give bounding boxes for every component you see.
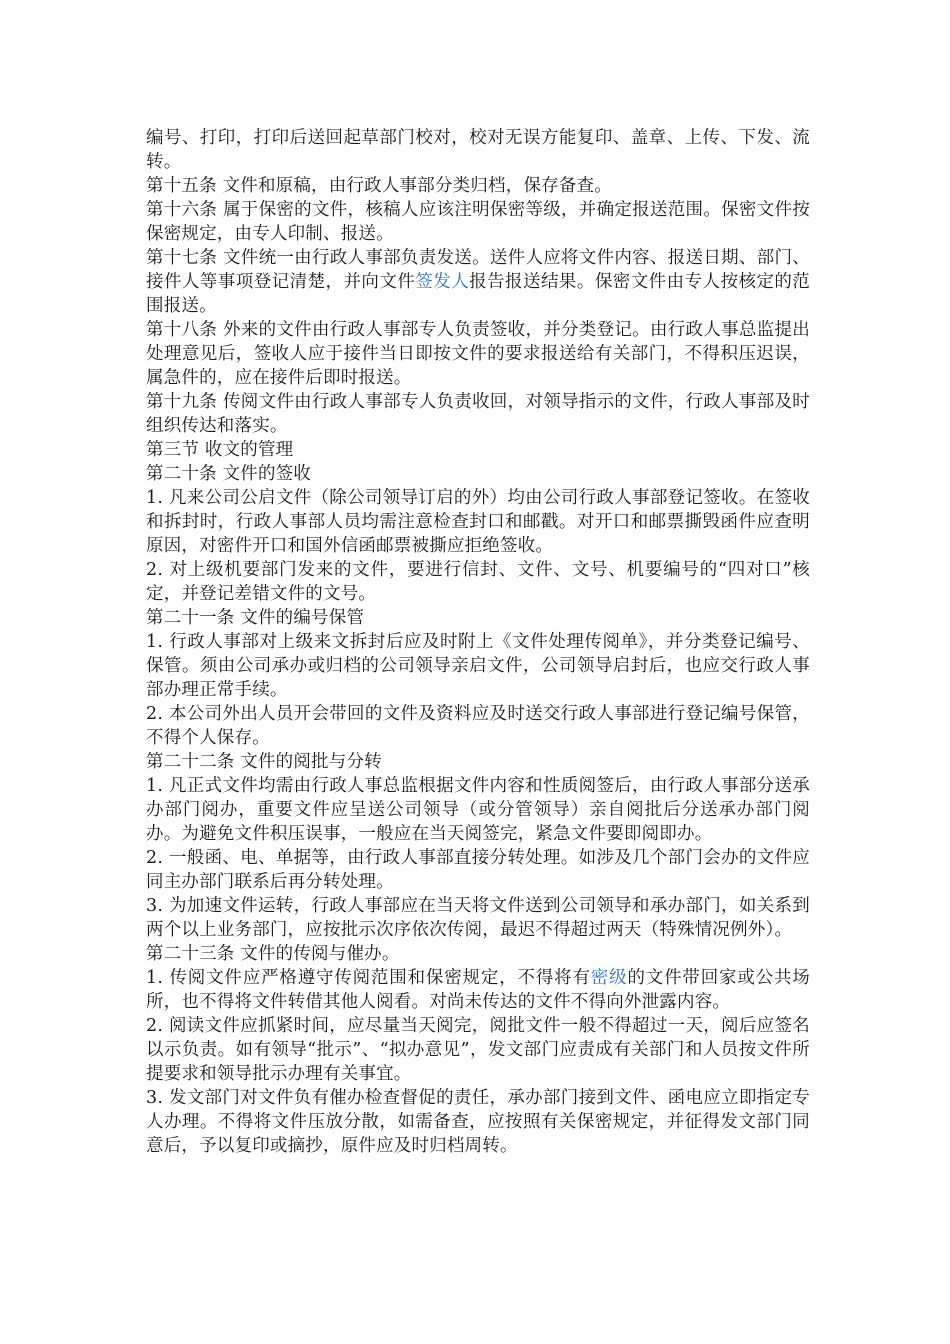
article-heading: 第二十二条 文件的阅批与分转 (146, 752, 382, 772)
paragraph: 第十九条 传阅文件由行政人事部专人负责收回，对领导指示的文件，行政人事部及时组织传达和落实。 (146, 392, 810, 436)
paragraph: 第十七条 文件统一由行政人事部负责发送。送件人应将文件内容、报送日期、部门、接件人等事项登记清楚，并向文件签发人报告报送结果。保密文件由专人按核定的范围报送。 (146, 248, 810, 316)
paragraph: 2. 一般函、电、单据等，由行政人事部直接分转处理。如涉及几个部门会办的文件应同主办部门联系后再分转处理。 (146, 848, 810, 892)
paragraph: 第十五条 文件和原稿，由行政人事部分类归档，保存备查。 (146, 176, 612, 196)
paragraph: 2. 本公司外出人员开会带回的文件及资料应及时送交行政人事部进行登记编号保管，不得个人保存。 (146, 704, 810, 748)
paragraph: 1. 凡来公司公启文件（除公司领导订启的外）均由公司行政人事部登记签收。在签收和拆封时，行政人事部人员均需注意检查封口和邮戳。对开口和邮票撕毁函件应查明原因，对密件开口和国外信函邮票被撕应拒绝签收。 (146, 488, 810, 556)
paragraph: 2. 对上级机要部门发来的文件，要进行信封、文件、文号、机要编号的“四对口”核定，并登记差错文件的文号。 (146, 560, 810, 604)
article-heading: 第二十条 文件的签收 (146, 464, 312, 484)
paragraph: 1. 行政人事部对上级来文拆封后应及时附上《文件处理传阅单》，并分类登记编号、保管。须由公司承办或归档的公司领导亲启文件，公司领导启封后，也应交行政人事部办理正常手续。 (146, 632, 810, 700)
document-body (146, 126, 810, 1158)
article-heading: 第二十一条 文件的编号保管 (146, 608, 365, 628)
paragraph: 3. 为加速文件运转，行政人事部应在当天将文件送到公司领导和承办部门，如关系到两个以上业务部门，应按批示次序依次传阅，最迟不得超过两天（特殊情况例外）。 (146, 896, 810, 940)
paragraph: 1. 传阅文件应严格遵守传阅范围和保密规定，不得将有密级的文件带回家或公共场所，也不得将文件转借其他人阅看。对尚未传达的文件不得向外泄露内容。 (146, 968, 810, 1012)
paragraph: 编号、打印，打印后送回起草部门校对，校对无误方能复印、盖章、上传、下发、流转。 (146, 128, 810, 172)
article-heading: 第二十三条 文件的传阅与催办。 (146, 944, 400, 964)
paragraph: 第十八条 外来的文件由行政人事部专人负责签收，并分类登记。由行政人事总监提出处理意见后，签收人应于接件当日即按文件的要求报送给有关部门，不得积压迟误，属急件的，应在接件后即时报送。 (146, 320, 810, 388)
secret-level-link[interactable]: 密级 (590, 968, 628, 988)
paragraph: 3. 发文部门对文件负有催办检查督促的责任，承办部门接到文件、函电应立即指定专人办理。不得将文件压放分散，如需备查，应按照有关保密规定，并征得发文部门同意后，予以复印或摘抄，原件应及时归档周转。 (146, 1088, 810, 1156)
signer-link[interactable]: 签发人 (415, 272, 470, 292)
paragraph: 第十六条 属于保密的文件，核稿人应该注明保密等级，并确定报送范围。保密文件按保密规定，由专人印制、报送。 (146, 200, 810, 244)
section-heading: 第三节 收文的管理 (146, 440, 294, 460)
paragraph: 1. 凡正式文件均需由行政人事总监根据文件内容和性质阅签后，由行政人事部分送承办部门阅办，重要文件应呈送公司领导（或分管领导）亲自阅批后分送承办部门阅办。为避免文件积压误事，一般应在当天阅签完，紧急文件要即阅即办。 (146, 776, 810, 844)
paragraph: 2. 阅读文件应抓紧时间，应尽量当天阅完，阅批文件一般不得超过一天，阅后应签名以示负责。如有领导“批示”、“拟办意见”，发文部门应责成有关部门和人员按文件所提要求和领导批示办理有关事宜。 (146, 1016, 810, 1084)
